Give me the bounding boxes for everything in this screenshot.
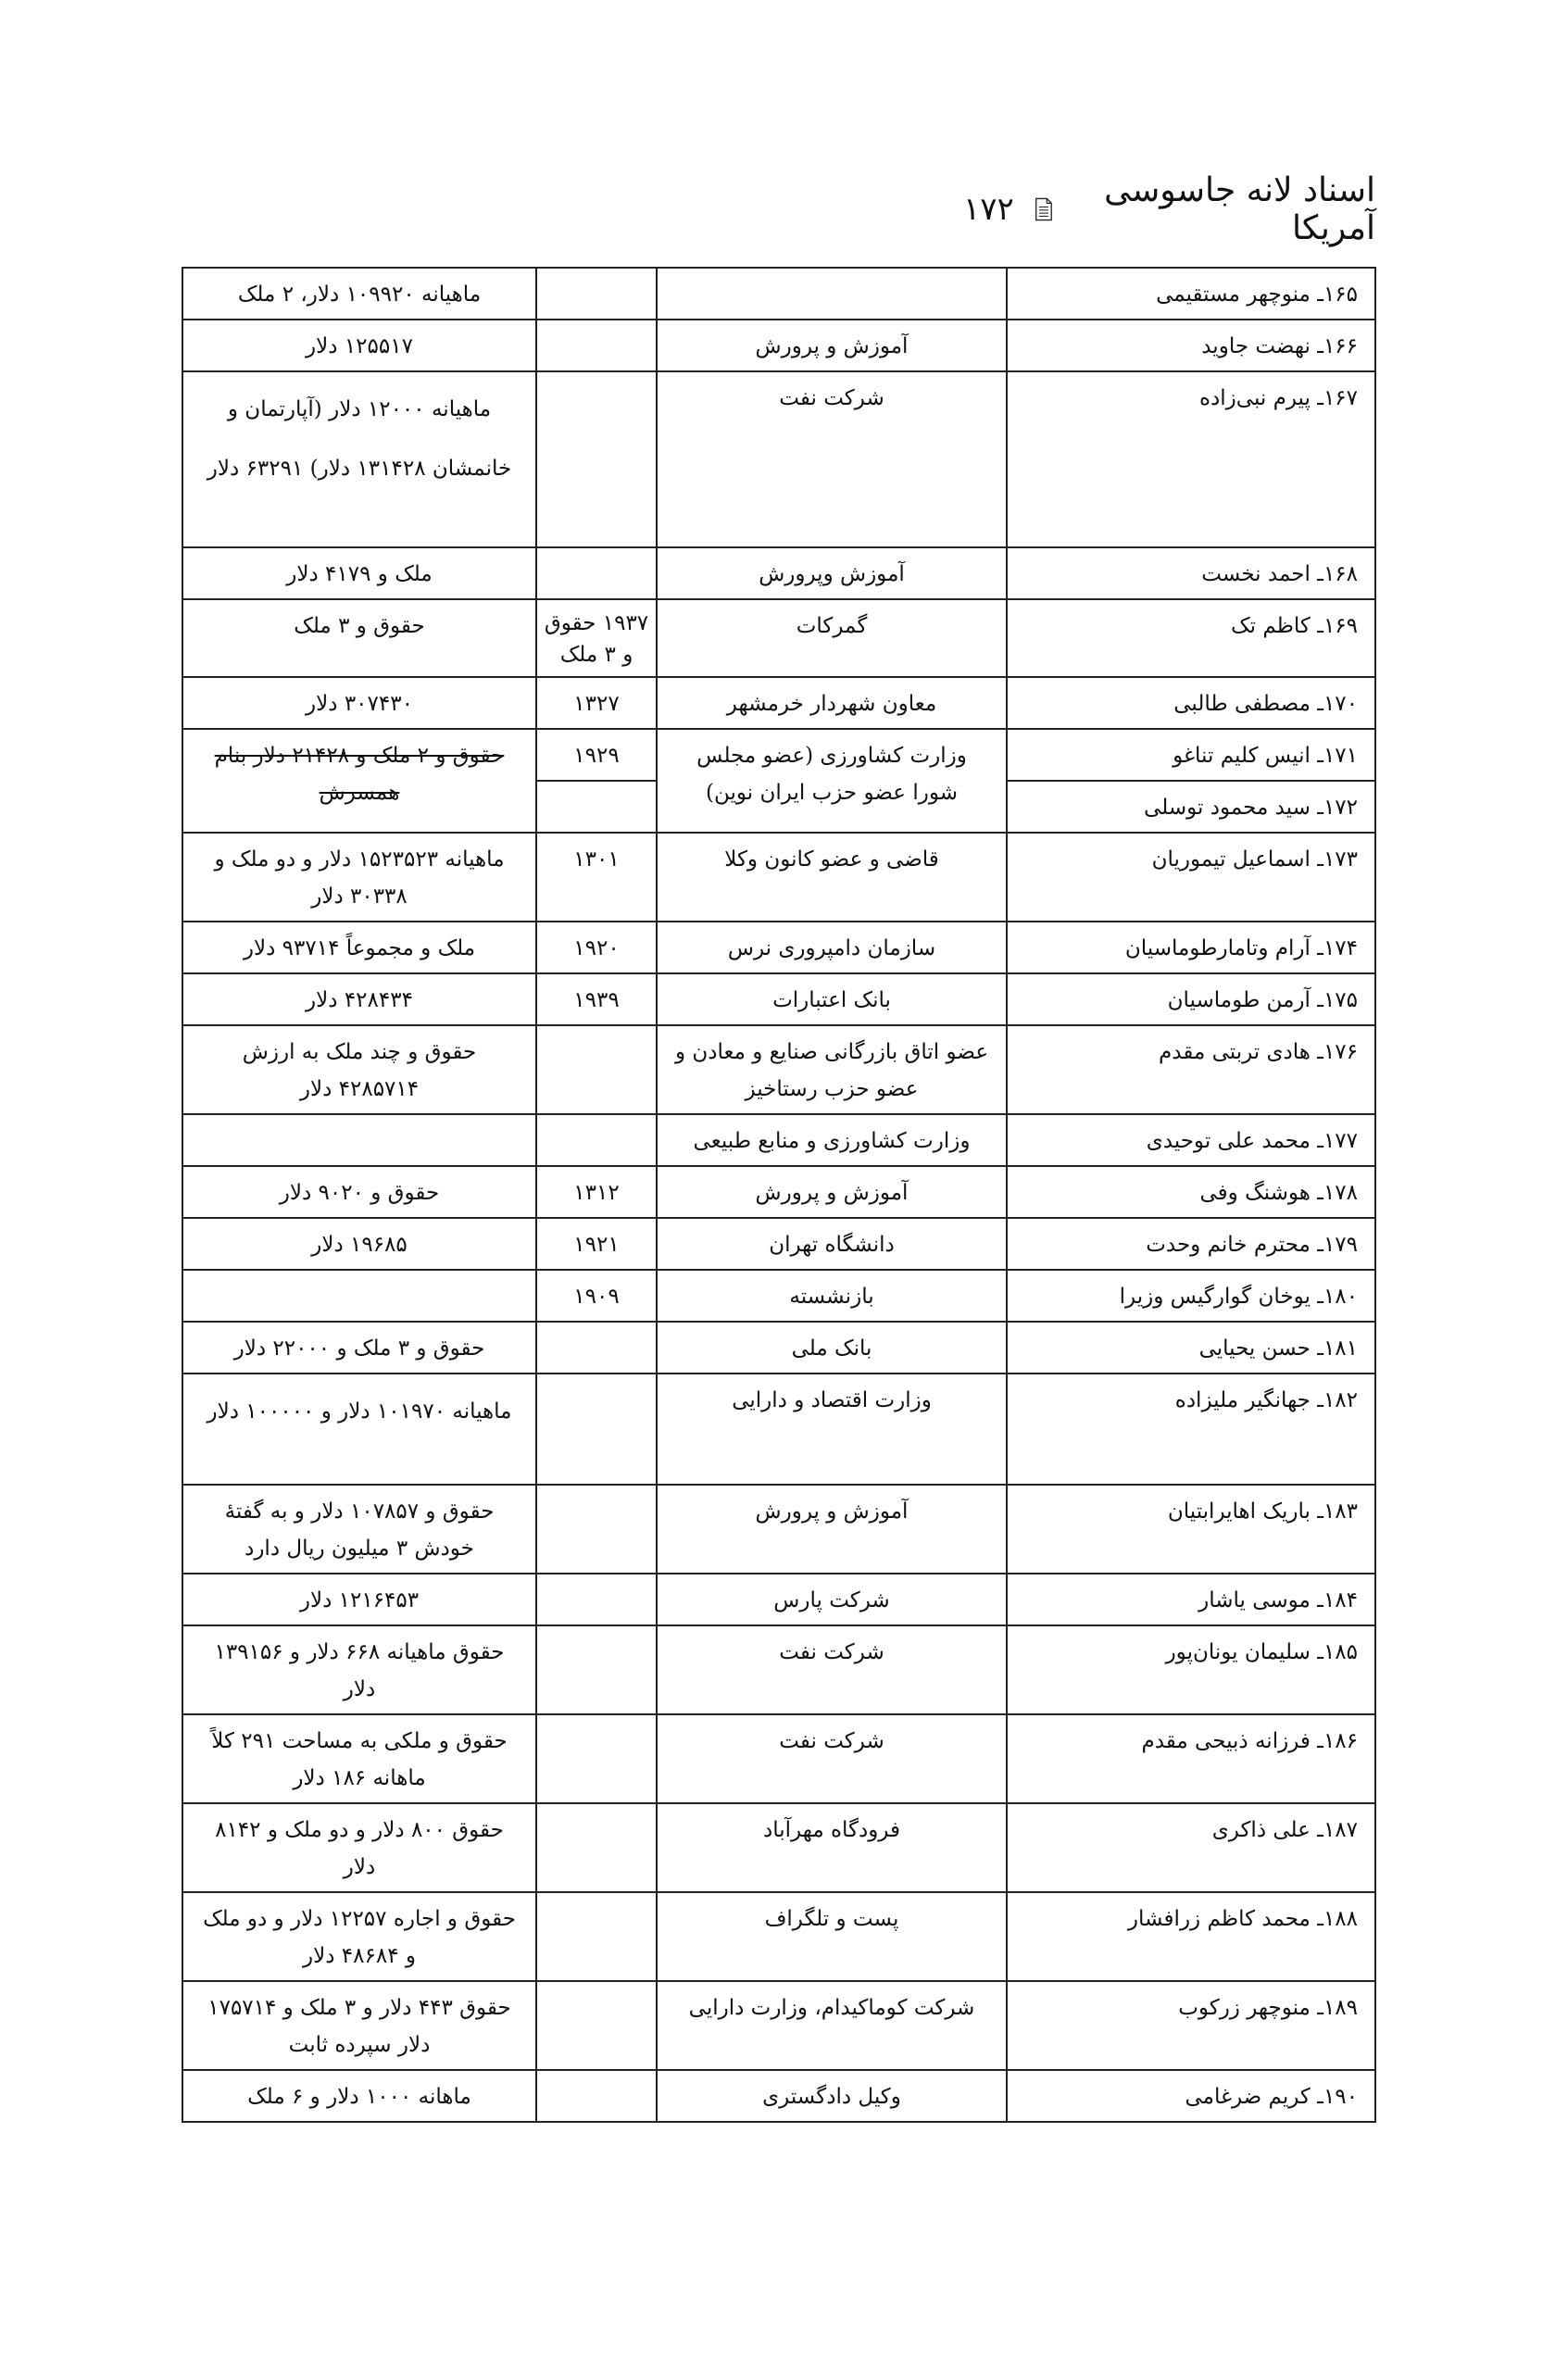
name-cell: ۱۷۴ـ آرام وتامارطوماسیان xyxy=(1007,922,1375,973)
organization-cell: وکیل دادگستری xyxy=(657,2070,1007,2122)
year-cell xyxy=(536,1714,657,1803)
table-row xyxy=(182,1114,1375,1166)
organization-cell: بازنشسته xyxy=(657,1270,1007,1322)
year-cell: ۱۹۲۰ xyxy=(536,922,657,973)
table-row xyxy=(182,1374,1375,1485)
table-row xyxy=(182,1714,1375,1803)
organization-cell: فرودگاه مهرآباد xyxy=(657,1803,1007,1892)
name-cell: ۱۸۳ـ باریک اهایرابتیان xyxy=(1007,1485,1375,1574)
table-row xyxy=(182,1270,1375,1322)
name-cell: ۱۸۵ـ سلیمان یونان‌پور xyxy=(1007,1625,1375,1714)
assets-cell: ملک و مجموعاً ۹۳۷۱۴ دلار xyxy=(182,922,536,973)
document-icon xyxy=(1035,195,1053,223)
assets-cell: ۱۹۶۸۵ دلار xyxy=(182,1218,536,1270)
table-row xyxy=(182,268,1375,320)
year-cell xyxy=(536,1485,657,1574)
organization-cell: شرکت پارس xyxy=(657,1574,1007,1625)
organization-cell: بانک ملی xyxy=(657,1322,1007,1374)
name-cell: ۱۷۰ـ مصطفی طالبی xyxy=(1007,677,1375,729)
table-row xyxy=(182,973,1375,1025)
name-cell: ۱۸۰ـ یوخان گوارگیس وزیرا xyxy=(1007,1270,1375,1322)
table-row xyxy=(182,1485,1375,1574)
year-cell: ۱۹۳۹ xyxy=(536,973,657,1025)
year-cell xyxy=(536,2070,657,2122)
name-cell: ۱۸۴ـ موسی یاشار xyxy=(1007,1574,1375,1625)
organization-cell: گمرکات xyxy=(657,599,1007,677)
assets-cell: حقوق ماهیانه ۶۶۸ دلار و ۱۳۹۱۵۶ دلار xyxy=(182,1625,536,1714)
assets-cell: ملک و ۴۱۷۹ دلار xyxy=(182,547,536,599)
organization-cell: آموزش وپرورش xyxy=(657,547,1007,599)
organization-cell: آموزش و پرورش xyxy=(657,1166,1007,1218)
table-row xyxy=(182,1803,1375,1892)
table-row xyxy=(182,922,1375,973)
year-cell xyxy=(536,1322,657,1374)
assets-cell: ۱۲۱۶۴۵۳ دلار xyxy=(182,1574,536,1625)
organization-cell: آموزش و پرورش xyxy=(657,1485,1007,1574)
year-cell xyxy=(536,781,657,833)
year-cell: ۱۳۲۷ xyxy=(536,677,657,729)
assets-cell: حقوق و چند ملک به ارزش ۴۲۸۵۷۱۴ دلار xyxy=(182,1025,536,1114)
year-cell: ۱۳۱۲ xyxy=(536,1166,657,1218)
year-cell xyxy=(536,1892,657,1981)
name-cell: ۱۷۸ـ هوشنگ وفی xyxy=(1007,1166,1375,1218)
assets-cell: حقوق ۴۴۳ دلار و ۳ ملک و ۱۷۵۷۱۴ دلار سپرده ثابت xyxy=(182,1981,536,2070)
year-cell xyxy=(536,1625,657,1714)
table-row xyxy=(182,1574,1375,1625)
table-row xyxy=(182,320,1375,371)
year-cell xyxy=(536,1374,657,1485)
assets-cell: ماهیانه ۱۵۲۳۵۲۳ دلار و دو ملک و ۳۰۳۳۸ دلار xyxy=(182,833,536,922)
year-cell xyxy=(536,1803,657,1892)
organization-cell: معاون شهردار خرمشهر xyxy=(657,677,1007,729)
name-cell: ۱۷۲ـ سید محمود توسلی xyxy=(1007,781,1375,833)
page-number: ۱۷۲ xyxy=(963,191,1014,228)
assets-cell: حقوق و ۳ ملک و ۲۲۰۰۰ دلار xyxy=(182,1322,536,1374)
assets-cell: ماهانه ۱۰۰۰ دلار و ۶ ملک xyxy=(182,2070,536,2122)
name-cell: ۱۷۶ـ هادی تربتی مقدم xyxy=(1007,1025,1375,1114)
assets-cell: حقوق و ۹۰۲۰ دلار xyxy=(182,1166,536,1218)
year-cell xyxy=(536,1025,657,1114)
table-row xyxy=(182,599,1375,677)
organization-cell xyxy=(657,268,1007,320)
year-cell xyxy=(536,371,657,547)
name-cell: ۱۷۳ـ اسماعیل تیموریان xyxy=(1007,833,1375,922)
table-row xyxy=(182,2070,1375,2122)
name-cell: ۱۶۷ـ پیرم نبی‌زاده xyxy=(1007,371,1375,547)
table-row xyxy=(182,371,1375,547)
table-row xyxy=(182,1166,1375,1218)
assets-cell: ۳۰۷۴۳۰ دلار xyxy=(182,677,536,729)
assets-cell: حقوق ۸۰۰ دلار و دو ملک و ۸۱۴۲ دلار xyxy=(182,1803,536,1892)
name-cell: ۱۸۷ـ علی ذاکری xyxy=(1007,1803,1375,1892)
name-cell: ۱۸۹ـ منوچهر زرکوب xyxy=(1007,1981,1375,2070)
year-cell xyxy=(536,268,657,320)
table-row xyxy=(182,1981,1375,2070)
assets-cell: حقوق و اجاره ۱۲۲۵۷ دلار و دو ملک و ۴۸۶۸۴ دلار xyxy=(182,1892,536,1981)
name-cell: ۱۹۰ـ کریم ضرغامی xyxy=(1007,2070,1375,2122)
year-cell: ۱۳۰۱ xyxy=(536,833,657,922)
year-cell xyxy=(536,1114,657,1166)
page-header xyxy=(963,171,1375,247)
officials-table xyxy=(182,267,1376,2123)
name-cell: ۱۸۶ـ فرزانه ذبیحی مقدم xyxy=(1007,1714,1375,1803)
organization-cell: دانشگاه تهران xyxy=(657,1218,1007,1270)
year-cell xyxy=(536,1574,657,1625)
assets-cell: ماهیانه ۱۲۰۰۰ دلار (آپارتمان و خانمشان ۱۳۱۴۲۸ دلار) ۶۳۲۹۱ دلار xyxy=(182,371,536,547)
assets-cell: حقوق و ۱۰۷۸۵۷ دلار و به گفتهٔ خودش ۳ میلیون ریال دارد xyxy=(182,1485,536,1574)
assets-cell: حقوق و ۳ ملک xyxy=(182,599,536,677)
book-title: اسناد لانه جاسوسی آمریکا xyxy=(1104,171,1375,247)
organization-cell: شرکت نفت xyxy=(657,1714,1007,1803)
organization-cell: پست و تلگراف xyxy=(657,1892,1007,1981)
name-cell: ۱۶۶ـ نهضت جاوید xyxy=(1007,320,1375,371)
organization-cell: شرکت نفت xyxy=(657,371,1007,547)
name-cell: ۱۷۵ـ آرمن طوماسیان xyxy=(1007,973,1375,1025)
assets-cell: حقوق و ملکی به مساحت ۲۹۱ کلاً ماهانه ۱۸۶ دلار xyxy=(182,1714,536,1803)
table-row xyxy=(182,1218,1375,1270)
organization-cell: آموزش و پرورش xyxy=(657,320,1007,371)
organization-cell: وزارت کشاورزی و منابع طبیعی xyxy=(657,1114,1007,1166)
organization-cell: وزارت کشاورزی (عضو مجلس شورا عضو حزب ایران نوین) xyxy=(657,729,1007,833)
organization-cell: عضو اتاق بازرگانی صنایع و معادن و عضو حزب رستاخیز xyxy=(657,1025,1007,1114)
table-row xyxy=(182,1322,1375,1374)
year-cell: ۱۹۳۷ حقوق و ۳ ملک xyxy=(536,599,657,677)
organization-cell: سازمان دامپروری نرس xyxy=(657,922,1007,973)
name-cell: ۱۷۱ـ انیس کلیم تناغو xyxy=(1007,729,1375,781)
organization-cell: شرکت نفت xyxy=(657,1625,1007,1714)
name-cell: ۱۶۹ـ کاظم تک xyxy=(1007,599,1375,677)
year-cell: ۱۹۰۹ xyxy=(536,1270,657,1322)
assets-cell: ماهیانه ۱۰۹۹۲۰ دلار، ۲ ملک xyxy=(182,268,536,320)
officials-table-wrapper xyxy=(182,267,1376,2123)
table-row xyxy=(182,547,1375,599)
year-cell: ۱۹۲۱ xyxy=(536,1218,657,1270)
organization-cell: شرکت کوماکیدام، وزارت دارایی xyxy=(657,1981,1007,2070)
name-cell: ۱۶۸ـ احمد نخست xyxy=(1007,547,1375,599)
year-cell: ۱۹۲۹ xyxy=(536,729,657,781)
table-row xyxy=(182,833,1375,922)
organization-cell: وزارت اقتصاد و دارایی xyxy=(657,1374,1007,1485)
assets-cell: ۴۲۸۴۳۴ دلار xyxy=(182,973,536,1025)
assets-cell: حقوق و ۲ ملک و ۲۱۴۲۸ دلار بنام همسرش xyxy=(182,729,536,833)
table-row xyxy=(182,1625,1375,1714)
name-cell: ۱۸۲ـ جهانگیر ملیزاده xyxy=(1007,1374,1375,1485)
assets-cell: ماهیانه ۱۰۱۹۷۰ دلار و ۱۰۰۰۰۰ دلار xyxy=(182,1374,536,1485)
name-cell: ۱۸۱ـ حسن یحیایی xyxy=(1007,1322,1375,1374)
name-cell: ۱۸۸ـ محمد کاظم زرافشار xyxy=(1007,1892,1375,1981)
organization-cell: قاضی و عضو کانون وکلا xyxy=(657,833,1007,922)
table-row xyxy=(182,729,1375,781)
year-cell xyxy=(536,1981,657,2070)
table-row xyxy=(182,677,1375,729)
assets-cell: ۱۲۵۵۱۷ دلار xyxy=(182,320,536,371)
table-row xyxy=(182,1892,1375,1981)
name-cell: ۱۷۷ـ محمد علی توحیدی xyxy=(1007,1114,1375,1166)
year-cell xyxy=(536,320,657,371)
name-cell: ۱۷۹ـ محترم خانم وحدت xyxy=(1007,1218,1375,1270)
assets-cell xyxy=(182,1270,536,1322)
name-cell: ۱۶۵ـ منوچهر مستقیمی xyxy=(1007,268,1375,320)
organization-cell: بانک اعتبارات xyxy=(657,973,1007,1025)
assets-cell xyxy=(182,1114,536,1166)
table-row xyxy=(182,1025,1375,1114)
year-cell xyxy=(536,547,657,599)
